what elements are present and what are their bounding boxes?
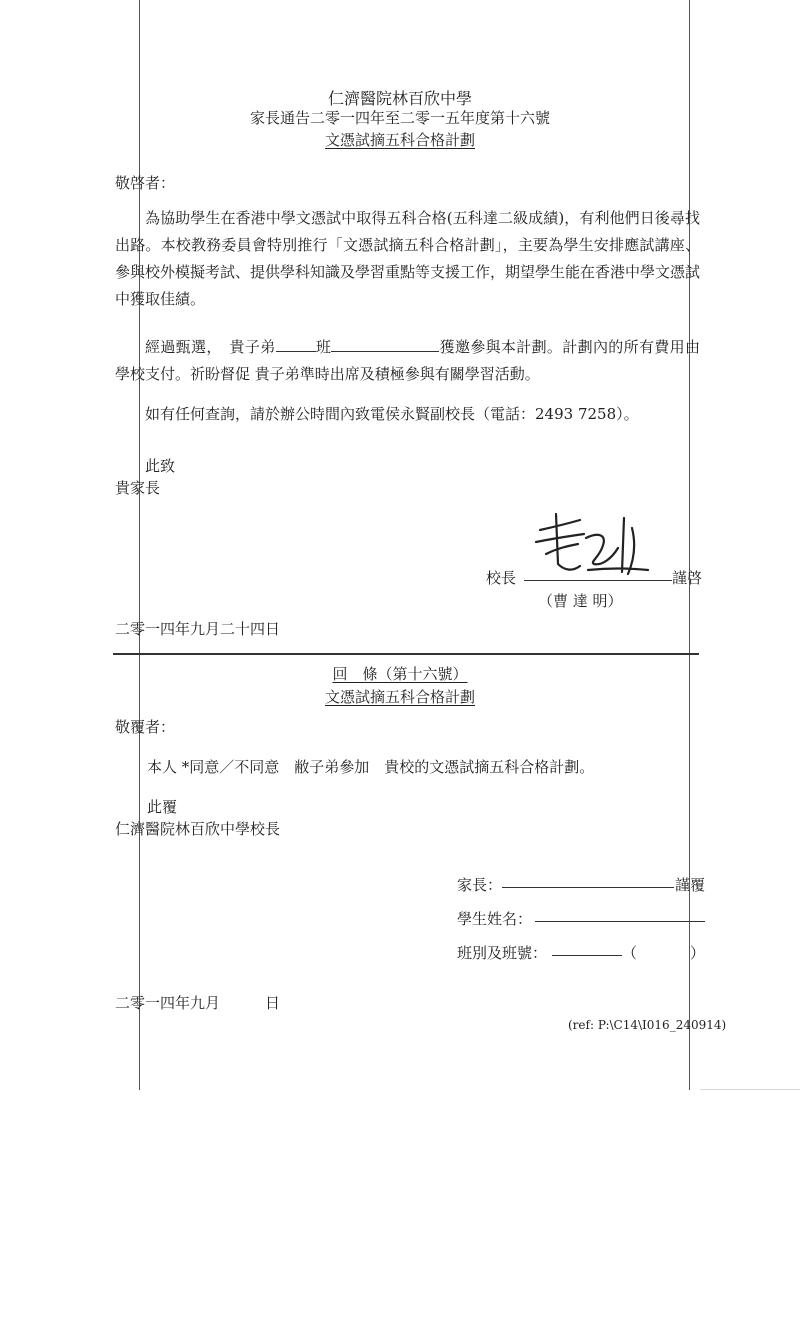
reply-title1-wrap bbox=[0, 663, 800, 684]
paragraph-3: 如有任何查詢，請於辦公時間內致電侯永賢副校長（電話：2493 7258）。 bbox=[145, 405, 639, 423]
closing-1: 此致 bbox=[145, 457, 176, 475]
reply-salutation: 敬覆者： bbox=[115, 718, 176, 736]
parent-label: 家長： bbox=[457, 876, 503, 894]
paragraph-2 bbox=[115, 334, 700, 388]
reply-closing-2: 仁濟醫院林百欣中學校長 bbox=[115, 820, 281, 838]
paragraph-2-b: 獲邀參與本計劃。計劃內的所有費用由學校支付。祈盼督促 貴子弟準時出席及積極參與有關學習活動。 bbox=[115, 338, 700, 383]
reference: (ref: P:\C14\I016_240914) bbox=[568, 1018, 727, 1032]
student-name-label: 學生姓名： bbox=[457, 910, 533, 928]
principal-label: 校長 bbox=[486, 569, 517, 587]
school-name: 仁濟醫院林百欣中學 bbox=[327, 89, 472, 108]
notice-title: 文憑試摘五科合格計劃 bbox=[324, 131, 475, 149]
class-paren-close: ） bbox=[690, 944, 706, 962]
paragraph-2-a: 經過甄選， 貴子弟 bbox=[145, 338, 276, 356]
notice-title-wrap bbox=[0, 129, 800, 150]
student-name-line[interactable] bbox=[535, 907, 705, 922]
class-label: 班別及班號： bbox=[457, 944, 548, 962]
class-line[interactable] bbox=[552, 941, 622, 956]
scan-line-right bbox=[689, 0, 690, 1090]
notice-date: 二零一四年九月二十四日 bbox=[115, 620, 281, 638]
reply-title2-wrap bbox=[0, 686, 800, 707]
reply-closing-1: 此覆 bbox=[147, 798, 178, 816]
parent-suffix: 謹覆 bbox=[675, 876, 706, 894]
class-blank bbox=[276, 337, 316, 352]
paragraph-1 bbox=[115, 205, 700, 313]
paragraph-2-class: 班 bbox=[315, 338, 332, 356]
reply-statement: 本人 *同意／不同意 敝子弟參加 貴校的文憑試摘五科合格計劃。 bbox=[147, 758, 595, 776]
notice-number: 家長通告二零一四年至二零一五年度第十六號 bbox=[249, 109, 550, 127]
closing-2: 貴家長 bbox=[115, 479, 161, 497]
principal-name: （曹 達 明） bbox=[538, 592, 623, 610]
scan-artifact bbox=[700, 1089, 800, 1090]
class-paren-open: （ bbox=[622, 944, 638, 962]
salutation: 敬啓者： bbox=[115, 174, 176, 192]
principal-signature-line bbox=[524, 566, 672, 581]
reply-title-2: 文憑試摘五科合格計劃 bbox=[324, 688, 475, 706]
principal-suffix: 謹啓 bbox=[672, 569, 703, 587]
tear-off-rule bbox=[113, 653, 699, 655]
parent-signature-line[interactable] bbox=[502, 873, 674, 888]
student-blank bbox=[331, 337, 439, 352]
scan-line-left bbox=[139, 0, 140, 1090]
paragraph-1-text: 為協助學生在香港中學文憑試中取得五科合格(五科達二級成績)，有利他們日後尋找出路。本校教務委員會特別推行「文憑試摘五科合格計劃」，主要為學生安排應試講座、參與校外模擬考試、提供學科知識及學習重點等支援工作，期望學生能在香港中學文憑試中獲取佳績。 bbox=[115, 209, 701, 308]
reply-date: 二零一四年九月 日 bbox=[115, 994, 281, 1012]
reply-title-1: 回 條（第十六號） bbox=[332, 665, 468, 683]
